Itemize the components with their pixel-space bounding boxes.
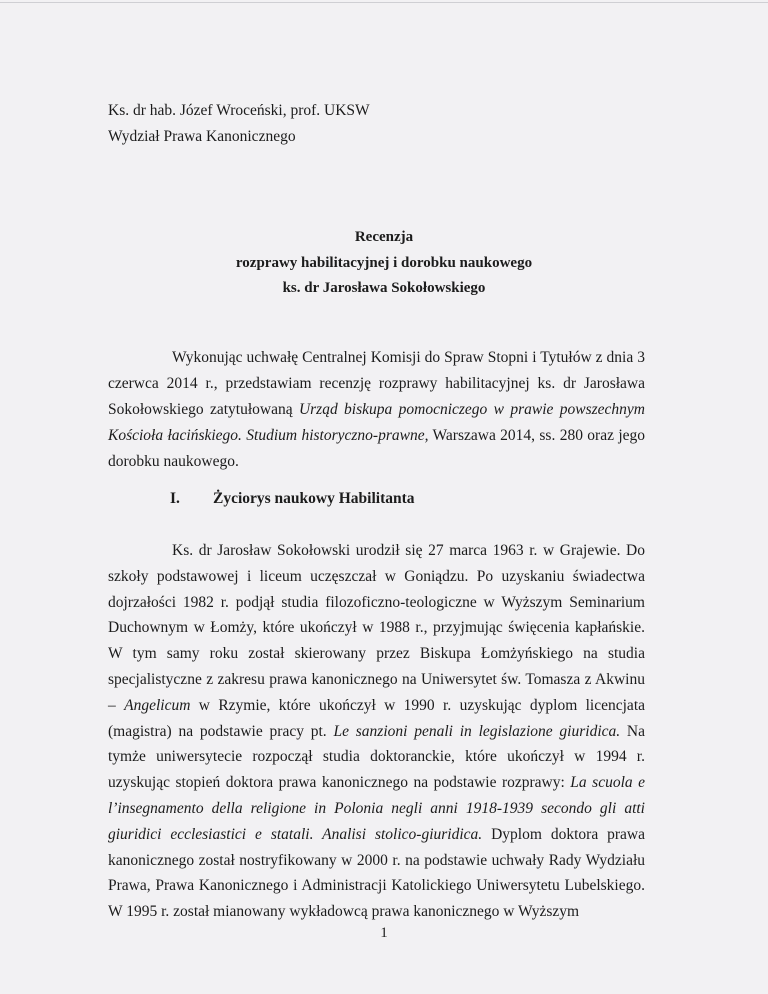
top-rule xyxy=(0,2,768,3)
bio-italic-3: La scuola e l’insegnamento della religione in Polonia negli anni 1918-1939 secondo gli atti giuridici ecclesiastici e statali. Analisi stolico-giuridica. xyxy=(108,774,645,843)
title-line-1: Recenzja xyxy=(354,229,414,245)
faculty-line: Wydział Prawa Kanonicznego xyxy=(108,128,296,145)
title-line-3: ks. dr Jarosława Sokołowskiego xyxy=(282,280,486,296)
bio-text-2: w Rzymie, które ukończył w 1990 r. uzyskując dyplom licencjata (magistra) na podstawie pracy pt. xyxy=(108,696,646,740)
author-block xyxy=(108,98,370,150)
section-number: I. xyxy=(170,490,180,507)
title-line-2: rozprawy habilitacyjnej i dorobku naukowego xyxy=(235,254,533,271)
dissertation-title: Urząd biskupa pomocniczego w prawie powszechnym Kościoła łacińskiego. Studium historyczno-prawne, xyxy=(108,401,645,444)
bio-italic-2: Le sanzioni penali in legislazione giuridica. xyxy=(333,722,621,740)
section-heading: Życiorys naukowy Habilitanta xyxy=(213,490,415,507)
author-line: Ks. dr hab. Józef Wroceński, prof. UKSW xyxy=(108,102,370,119)
bio-italic-1: Angelicum xyxy=(124,696,191,714)
bio-text-4: Dyplom doktora prawa kanonicznego został nostryfikowany w 2000 r. na podstawie uchwały Rady Wydziału Prawa, Prawa Kanonicznego i Administracji Katolickiego Uniwersytetu Lubelskiego. W 1995 r. został mianowany wykładowcą prawa kanonicznego w Wyższym xyxy=(108,825,645,921)
document-title xyxy=(0,225,768,302)
intro-text-1: Wykonując uchwałę Centralnej Komisji do Spraw Stopni i Tytułów z dnia 3 czerwca 2014 r., przedstawiam recenzję rozprawy habilitacyjnej ks. dr Jarosława Sokołowskiego zatytułowaną xyxy=(108,349,645,418)
intro-text-2: Warszawa 2014, ss. 280 oraz jego dorobku naukowego. xyxy=(108,427,646,470)
bio-text-1: Ks. dr Jarosław Sokołowski urodził się 27 marca 1963 r. w Grajewie. Do szkoły podstawowej i liceum uczęszczał w Goniądzu. Po uzyskaniu świadectwa dojrzałości 1982 r. podjął studia filozoficzno-teologiczne w Wyższym Seminarium Duchownym w Łomży, które ukończył w 1988 r., przyjmując święcenia kapłańskie. W tym samy roku został skierowany przez Biskupa Łomżyńskiego na studia specjalistyczne z zakresu prawa kanonicznego na Uniwersytet św. Tomasza z Akwinu – xyxy=(108,542,645,714)
page-number: 1 xyxy=(380,925,388,941)
bio-text-3: Na tymże uniwersytecie rozpoczął studia doktoranckie, które ukończył w 1994 r. uzyskując stopień doktora prawa kanonicznego na podstawie rozprawy: xyxy=(108,722,646,792)
intro-paragraph xyxy=(108,345,645,475)
bio-paragraph xyxy=(108,538,645,925)
